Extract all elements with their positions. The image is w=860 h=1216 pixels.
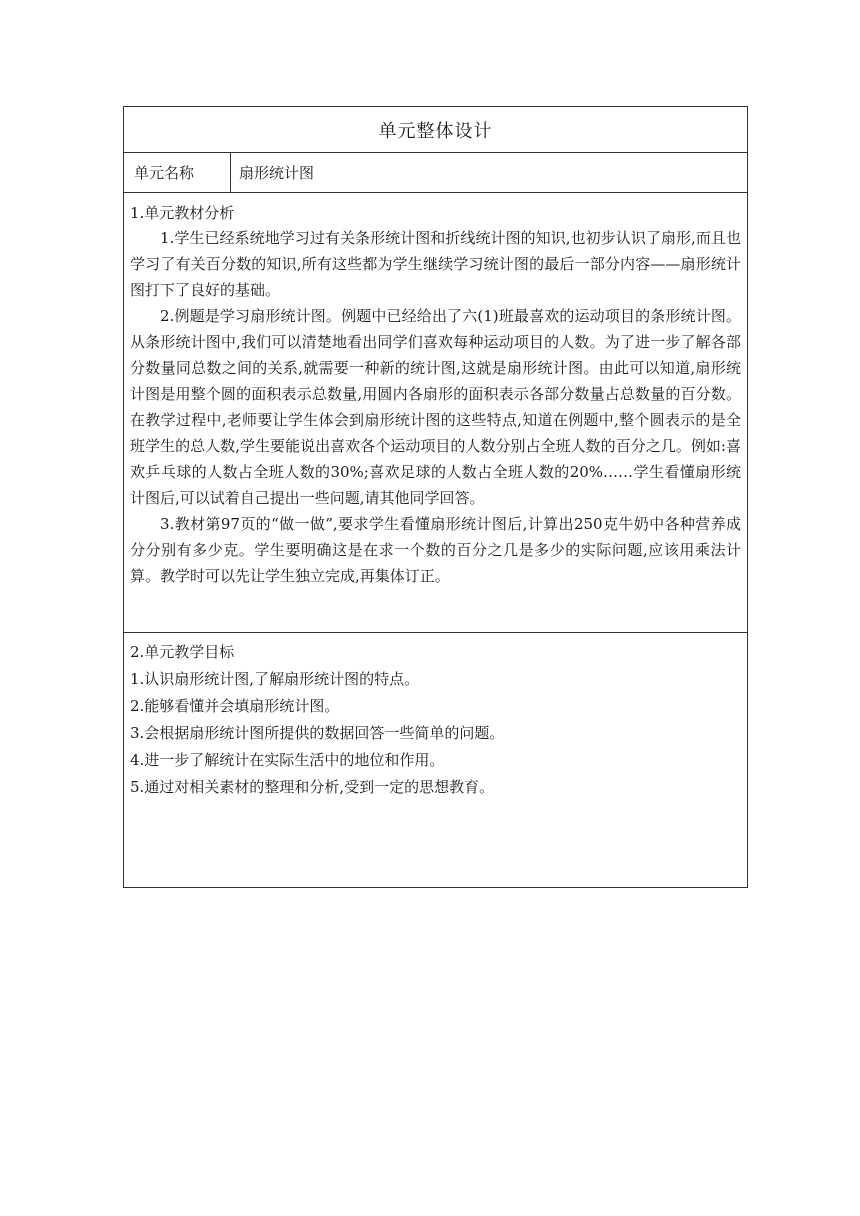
goals-heading: 2.单元教学目标 (130, 643, 235, 661)
goal-item-1: 1.认识扇形统计图,了解扇形统计图的特点。 (130, 670, 420, 688)
unit-name-row (124, 153, 747, 193)
unit-name-value: 扇形统计图 (239, 164, 315, 182)
unit-name-label: 单元名称 (124, 153, 231, 192)
goal-item-2: 2.能够看懂并会填扇形统计图。 (130, 697, 340, 715)
goal-item-3: 3.会根据扇形统计图所提供的数据回答一些简单的问题。 (130, 724, 505, 742)
analysis-section (124, 193, 747, 633)
goal-item-4: 4.进一步了解统计在实际生活中的地位和作用。 (130, 751, 445, 769)
analysis-paragraph-2: 2.例题是学习扇形统计图。例题中已经给出了六(1)班最喜欢的运动项目的条形统计图。从条形统计图中,我们可以清楚地看出同学们喜欢每种运动项目的人数。为了进一步了解各部分数量同总数之间的关系,就需要一种新的统计图,这就是扇形统计图。由此可以知道,扇形统计图是用整个圆的面积表示总数量,用圆内各扇形的面积表示各部分数量占总数量的百分数。在教学过程中,老师要让学生体会到扇形统计图的这些特点,知道在例题中,整个圆表示的是全班学生的总人数,学生要能说出喜欢各个运动项目的人数分别占全班人数的百分之几。例如:喜欢乒乓球的人数占全班人数的30%;喜欢足球的人数占全班人数的20%……学生看懂扇形统计图后,可以试着自己提出一些问题,请其他同学回答。 (130, 307, 741, 507)
goal-item-5: 5.通过对相关素材的整理和分析,受到一定的思想教育。 (130, 778, 495, 796)
analysis-heading: 1.单元教材分析 (130, 204, 235, 222)
analysis-paragraph-3: 3.教材第97页的“做一做”,要求学生看懂扇形统计图后,计算出250克牛奶中各种营养成分分别有多少克。学生要明确这是在求一个数的百分之几是多少的实际问题,应该用乘法计算。教学时可以先让学生独立完成,再集体订正。 (130, 515, 741, 585)
table-title: 单元整体设计 (124, 107, 747, 153)
unit-design-table (123, 106, 748, 888)
analysis-paragraph-1: 1.学生已经系统地学习过有关条形统计图和折线统计图的知识,也初步认识了扇形,而且也学习了有关百分数的知识,所有这些都为学生继续学习统计图的最后一部分内容——扇形统计图打下了良好的基础。 (130, 229, 741, 299)
goals-section (124, 633, 747, 887)
